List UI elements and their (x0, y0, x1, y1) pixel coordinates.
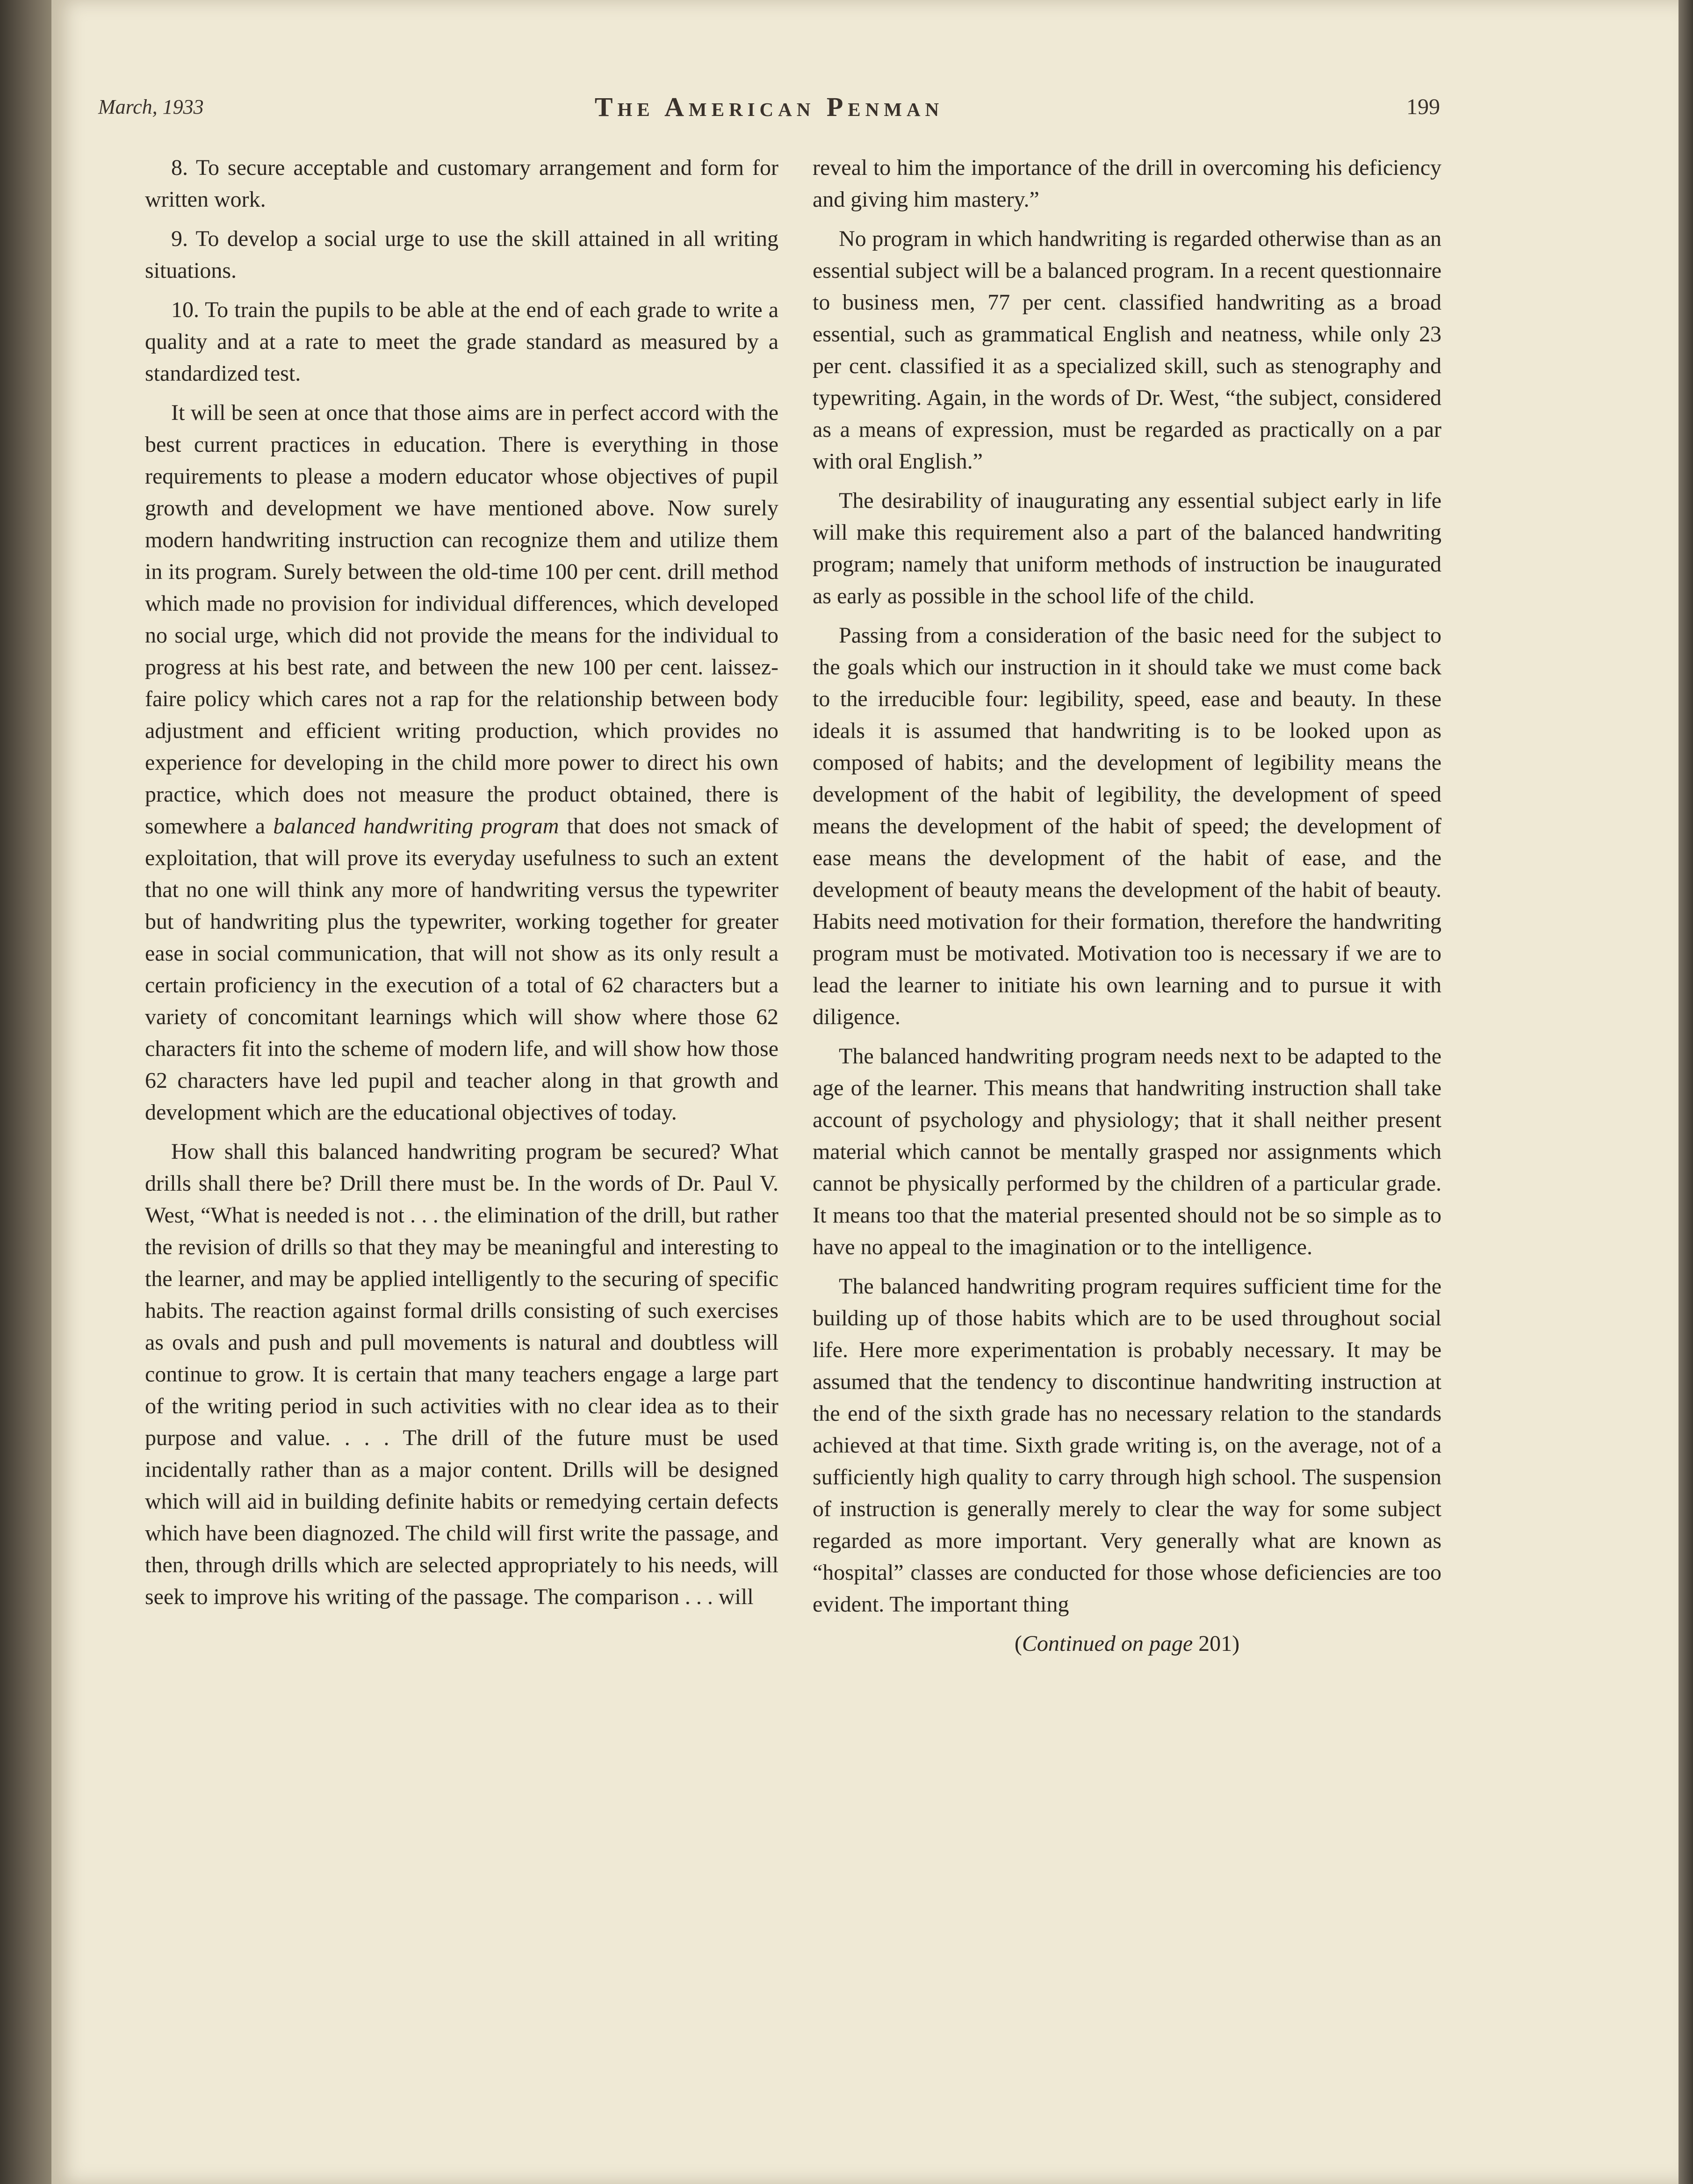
left-column (145, 152, 778, 2097)
paragraph-age-of-learner: The balanced handwriting program needs next to be adapted to the age of the learner. This means that handwriting instruction shall take account of psychology and physiology; that it shall neither present material which cannot be mentally grasped nor assignments which cannot be physically performed by the children of a particular grade. It means too that the material presented should not be so simple as to have no appeal to the imagination or to the intelligence. (813, 1044, 1441, 1259)
emphasized-phrase: balanced handwriting program (273, 814, 559, 839)
continued-open-paren: ( (1014, 1631, 1022, 1656)
continued-note (813, 1628, 1441, 1660)
paragraph-quote-continued: reveal to him the importance of the drill in overcoming his deficiency and giving him mastery.” (813, 155, 1441, 212)
paragraph-essential-subject: No program in which handwriting is regarded otherwise than as an essential subject will be a balanced program. In a recent questionnaire to business men, 77 per cent. classified handwriting as a broad essential, such as grammatical English and neatness, while only 23 per cent. classified it as a specialized skill, such as stenography and typewriting. Again, in the words of Dr. West, “the subject, considered as a means of expression, must be regarded as practically on a par with oral English.” (813, 226, 1441, 474)
continued-page-number: 201 (1193, 1631, 1232, 1656)
paragraph-drills: How shall this balanced handwriting program be secured? What drills shall there be? Drill there must be. In the words of Dr. Paul V. West, “What is needed is not . . . the elimination of the drill, but rather the revision of drills so that they may be meaningful and interesting to the learner, and may be applied intelligently to the securing of specific habits. The reaction against formal drills consisting of such exercises as ovals and push and pull movements is natural and doubtless will continue to grow. It is certain that many teachers engage a large part of the writing period in such activities with no clear idea as to their purpose and value. . . . The drill of the future must be used incidentally rather than as a major content. Drills will be designed which will aid in building definite habits or remedying certain defects which have been diagnozed. The child will first write the passage, and then, through drills which are selected appropriately to his needs, will seek to improve his writing of the passage. The comparison . . . will (145, 1139, 778, 1609)
running-header (98, 87, 1440, 138)
paragraph-balanced-program (145, 397, 778, 1128)
page-right-edge (1679, 0, 1693, 2184)
continued-close-paren: ) (1232, 1631, 1240, 1656)
paragraph-four-goals: Passing from a consideration of the basic need for the subject to the goals which our instruction in it should take we must come back to the irreducible four: legibility, speed, ease and beauty. In these ideals it is assumed that handwriting is to be looked upon as composed of habits; and the development of legibility means the development of the habit of legibility, the development of speed means the development of the habit of speed; the development of ease means the development of the habit of ease, and the development of beauty means the development of the habit of beauty. Habits need motivation for their formation, therefore the handwriting program must be motivated. Motivation too is necessary if we are to lead the learner to initiate his own learning and to pursue it with diligence. (813, 623, 1441, 1029)
journal-title: The American Penman (594, 92, 944, 122)
paragraph-early-life: The desirability of inaugurating any essential subject early in life will make this requirement also a part of the balanced handwriting program; namely that uniform methods of instruction be inaugurated as early as possible in the school life of the child. (813, 488, 1441, 608)
paragraph-sufficient-time: The balanced handwriting program requires sufficient time for the building up of those habits which are to be used throughout social life. Here more experimentation is probably necessary. It may be assumed that the tendency to discontinue handwriting instruction at the end of the sixth grade has no necessary relation to the standards achieved at that time. Sixth grade writing is, on the average, not of a sufficiently high quality to carry through high school. The suspension of instruction is generally merely to clear the way for some subject regarded as more important. Very generally what are known as “hospital” classes are conducted for those whose deficiencies are too evident. The important thing (813, 1274, 1441, 1617)
paragraph-aim-9: 9. To develop a social urge to use the skill attained in all writing situations. (145, 226, 778, 283)
page-number: 199 (1406, 94, 1440, 119)
paragraph-aim-10: 10. To train the pupils to be able at the end of each grade to write a quality and at a rate to meet the grade standard as measured by a standardized test. (145, 297, 778, 386)
paragraph-text: that does not smack of exploitation, that will prove its everyday usefulness to such an extent that no one will think any more of handwriting versus the typewriter but of handwriting plus the typewriter, working together for greater ease in social communication, that will not show as its only result a certain proficiency in the execution of a total of 62 characters but a variety of concomitant learnings which will show where those 62 characters fit into the scheme of modern life, and will show how those 62 characters have led pupil and teacher along in that growth and development which are the educational objectives of today. (145, 814, 778, 1125)
issue-date: March, 1933 (98, 95, 204, 118)
paragraph-text: It will be seen at once that those aims are in perfect accord with the best current practices in education. There is everything in those requirements to please a modern educator whose objectives of pupil growth and development we have mentioned above. Now surely modern handwriting instruction can recognize them and utilize them in its program. Surely between the old-time 100 per cent. drill method which made no provision for individual differences, which developed no social urge, which did not provide the means for the individual to progress at his best rate, and between the new 100 per cent. laissez-faire policy which cares not a rap for the relationship between body adjustment and efficient writing production, which provides no experience for developing in the child more power to direct his own practice, which does not measure the product obtained, there is somewhere a (145, 400, 778, 839)
facing-page-edge (0, 0, 51, 2184)
continued-text: Continued on page (1022, 1631, 1193, 1656)
right-column (813, 152, 1441, 2097)
paragraph-aim-8: 8. To secure acceptable and customary arrangement and form for written work. (145, 155, 778, 212)
